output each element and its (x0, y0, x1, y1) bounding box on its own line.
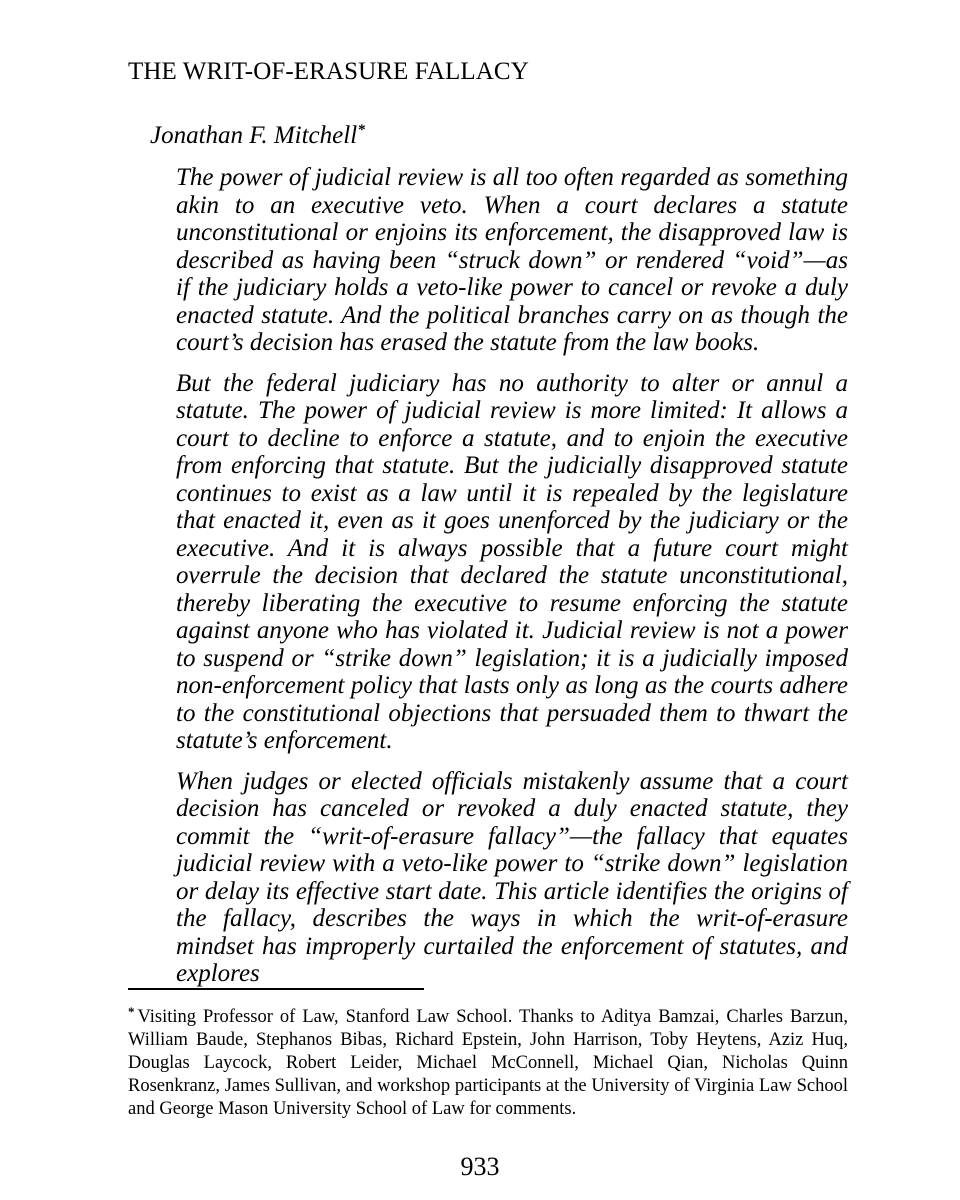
abstract-paragraph-3: When judges or elected officials mistakenly assume that a court decision has canceled or revoked a duly enacted statute, they commit the “writ-of-erasure fallacy”—the fallacy that equates judicial review with a veto-like power to “strike down” legislation or delay its effective start date. This article identifies the origins of the fallacy, describes the ways in which the writ-of-erasure mindset has improperly curtailed the enforcement of statutes, and explores (176, 767, 848, 987)
author-footnote-marker: * (358, 122, 366, 138)
abstract-paragraph-1: The power of judicial review is all too often regarded as something akin to an executive veto. When a court declares a statute unconstitutional or enjoins its enforcement, the disapproved law is described as having been “struck down” or rendered “void”—as if the judiciary holds a veto-like power to cancel or revoke a duly enacted statute. And the political branches carry on as though the court’s decision has erased the statute from the law books. (176, 164, 848, 356)
footnote (128, 1000, 848, 1121)
running-title: THE WRIT-OF-ERASURE FALLACY (128, 58, 529, 85)
abstract (176, 164, 848, 1001)
footnote-text: Visiting Professor of Law, Stanford Law School. Thanks to Aditya Bamzai, Charles Barzun, William Baude, Stephanos Bibas, Richard Epstein, John Harrison, Toby Heytens, Aziz Huq, Douglas Laycock, Robert Leider, Michael McConnell, Michael Qian, Nicholas Quinn Rosenkranz, James Sullivan, and workshop participants at the University of Virginia Law School and George Mason University School of Law for comments. (128, 1007, 848, 1119)
footnote-divider (128, 988, 424, 990)
author-line (150, 122, 366, 150)
footnote-marker: * (128, 1004, 135, 1019)
abstract-paragraph-2: But the federal judiciary has no authority to alter or annul a statute. The power of judicial review is more limited: It allows a court to decline to enforce a statute, and to enjoin the executive from enforcing that statute. But the judicially disapproved statute continues to exist as a law until it is repealed by the legislature that enacted it, even as it goes unenforced by the judiciary or the executive. And it is always possible that a future court might overrule the decision that declared the statute unconstitutional, thereby liberating the executive to resume enforcing the statute against anyone who has violated it. Judicial review is not a power to suspend or “strike down” legislation; it is a judicially imposed non-enforcement policy that lasts only as long as the courts adhere to the constitutional objections that persuaded them to thwart the statute’s enforcement. (176, 369, 848, 754)
page-number: 933 (460, 1152, 500, 1181)
author-name: Jonathan F. Mitchell (150, 122, 358, 149)
